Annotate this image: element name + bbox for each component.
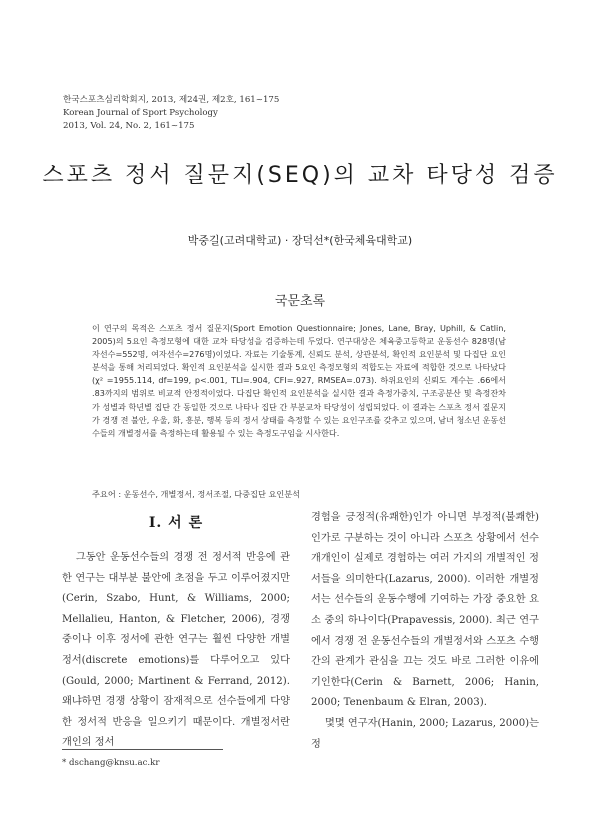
journal-line-english-name: Korean Journal of Sport Psychology [63, 108, 218, 118]
journal-line-volume: 2013, Vol. 24, No. 2, 161~175 [63, 121, 195, 131]
journal-info [63, 94, 279, 133]
footnote-email: * dschang@knsu.ac.kr [62, 758, 160, 768]
footnote-divider [62, 749, 223, 750]
abstract-body: 이 연구의 목적은 스포츠 정서 질문지(Sport Emotion Questionnaire; Jones, Lane, Bray, Uphill, & Catlin, 2005)의 5요인 측정모형에 대한 교차 타당성을 검증하는데 두었다. 연구대상은 체육중고등학교 운동선수 828명(남자선수=552명, 여자선수=276명)이었다. 자료는 기술통계, 신뢰도 분석, 상관분석, 확인적 요인분석 및 다집단 요인분석을 통해 처리되었다. 확인적 요인분석을 실시한 결과 5요인 측정모형의 적합도는 자료에 적합한 것으로 나타났다(χ² =1955.114, df=199, p<.001, TLI=.904, CFI=.927, RMSEA=.073). 하위요인의 신뢰도 계수는 .66에서 .83까지의 범위로 비교적 안정적이었다. 다집단 확인적 요인분석을 실시한 결과 측정가중치, 구조공분산 및 측정잔차가 성별과 학년별 집단 간 동일한 것으로 나타나 집단 간 부분교차 타당성이 성립되었다. 이 결과는 스포츠 정서 질문지가 경쟁 전 불안, 우울, 화, 흥분, 행복 등의 정서 상태를 측정할 수 있는 요인구조를 갖추고 있으며, 남녀 청소년 운동선수들의 개별정서를 측정하는데 활용될 수 있는 측정도구임을 시사한다. [92, 323, 506, 438]
section-heading-introduction: I. 서 론 [148, 515, 204, 531]
journal-line-korean: 한국스포츠심리학회지, 2013, 제24권, 제2호, 161~175 [63, 95, 280, 105]
intro-left-column: 그동안 운동선수들의 경쟁 전 정서적 반응에 관한 연구는 대부분 불안에 초점을 두고 이루어졌지만(Cerin, Szabo, Hunt, & Williams, 2000; Mellalieu, Hanton, & Fletcher, 2006), 경쟁 중이나 이후 정서에 관한 연구는 훨씬 다양한 개별정서(discrete emotions)를 다루어오고 있다(Gould, 2000; Martinent & Ferrand, 2012). 왜냐하면 경쟁 상황이 잠재적으로 선수들에게 다양한 정서적 반응을 일으키기 때문이다. 개별정서란 개인의 정서 [62, 552, 290, 749]
paper-title: 스포츠 정서 질문지(SEQ)의 교차 타당성 검증 [42, 163, 558, 188]
intro-right-column [311, 508, 539, 755]
authors: 박중길(고려대학교) · 장덕선*(한국체육대학교) [187, 234, 413, 247]
abstract-heading: 국문초록 [274, 294, 326, 309]
intro-right-paragraph-2: 몇몇 연구자(Hanin, 2000; Lazarus, 2000)는 정 [311, 717, 539, 750]
intro-right-paragraph-1: 경험을 긍정적(유쾌한)인가 아니면 부정적(불쾌한)인가로 구분하는 것이 아니라 스포츠 상황에서 선수 개개인이 실제로 경험하는 여러 가지의 개별적인 정서들을 의미한다(Lazarus, 2000). 이러한 개별정서는 선수들의 운동수행에 기여하는 가장 중요한 요소 중의 하나이다(Prapavessis, 2000). 최근 연구에서 경쟁 전 운동선수들의 개별정서와 스포츠 수행 간의 관계가 관심을 끄는 것도 바로 그러한 이유에 기인한다(Cerin & Barnett, 2006; Hanin, 2000; Tenenbaum & Elran, 2003). [311, 512, 539, 709]
keywords: 주요어 : 운동선수, 개별정서, 정서조절, 다중집단 요인분석 [92, 489, 301, 499]
